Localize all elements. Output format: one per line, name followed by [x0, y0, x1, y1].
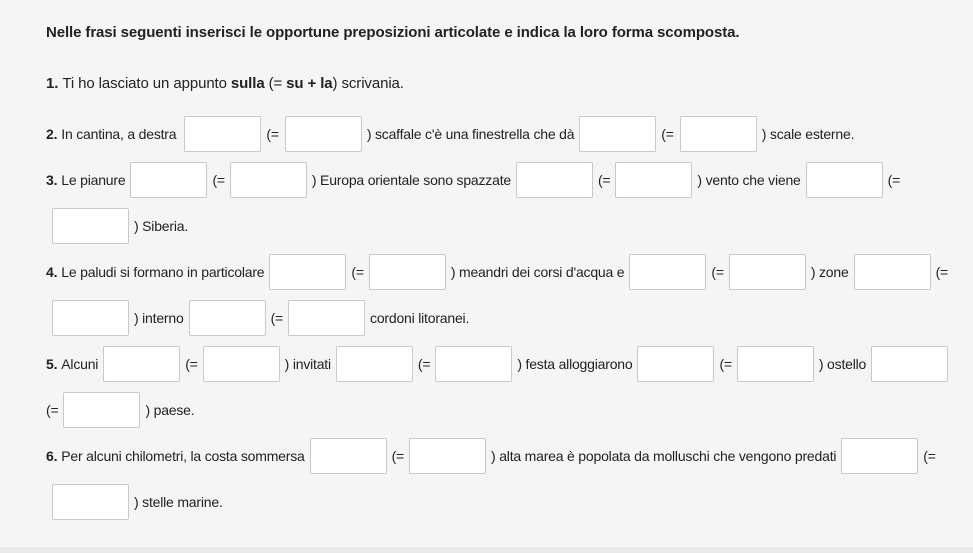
exercise-3 [46, 162, 973, 198]
decomposition-input[interactable] [52, 300, 129, 336]
sentence-text: ) stelle marine. [134, 494, 223, 510]
answer-input[interactable] [189, 300, 266, 336]
answer-input[interactable] [310, 438, 387, 474]
sentence-text: (= [351, 264, 364, 280]
decomposition-input[interactable] [729, 254, 806, 290]
sentence-text: (= [887, 172, 901, 188]
answer-input[interactable] [516, 162, 593, 198]
example-answer: sulla [230, 74, 265, 92]
sentence-text: Le pianure [61, 172, 126, 188]
sentence-text: In cantina, a destra [61, 126, 177, 142]
sentence-text: ) zone [810, 264, 849, 280]
sentence-text: ) alta marea è popolata da molluschi che vengono predati [491, 448, 837, 464]
sentence-text: (= [661, 126, 674, 142]
sentence-text: (= [719, 356, 732, 372]
answer-input[interactable] [854, 254, 931, 290]
sentence-text: (= [923, 448, 936, 464]
sentence-text: ) Siberia. [134, 218, 189, 234]
sentence-text: Le paludi si formano in particolare [61, 264, 265, 280]
sentence-text: ) meandri dei corsi d'acqua e [450, 264, 625, 280]
exercise-number: 2. [46, 126, 58, 142]
sentence-text: (= [270, 310, 284, 326]
sentence-text: ) Europa orientale sono spazzate [311, 172, 511, 188]
sentence-text: ) scaffale c'è una finestrella che dà [366, 126, 575, 142]
sentence-text: (= [935, 264, 949, 280]
decomposition-input[interactable] [369, 254, 446, 290]
page-bottom-border [0, 547, 973, 553]
decomposition-input[interactable] [285, 116, 362, 152]
sentence-text: ) scale esterne. [761, 126, 855, 142]
answer-input[interactable] [103, 346, 180, 382]
decomposition-input[interactable] [680, 116, 757, 152]
decomposition-input[interactable] [63, 392, 140, 428]
exercise-5 [46, 346, 973, 382]
sentence-text: Alcuni [61, 356, 99, 372]
decomposition-input[interactable] [435, 346, 512, 382]
example-decomposition: su + la [286, 74, 333, 92]
decomposition-input[interactable] [737, 346, 814, 382]
answer-input[interactable] [130, 162, 207, 198]
sentence-text: (= [268, 74, 283, 92]
exercise-1 [46, 73, 973, 93]
sentence-text: cordoni litoranei. [370, 310, 470, 326]
sentence-text: ) paese. [145, 402, 195, 418]
sentence-text: ) ostello [818, 356, 867, 372]
decomposition-input[interactable] [230, 162, 307, 198]
exercise-6 [46, 438, 973, 474]
answer-input[interactable] [579, 116, 656, 152]
sentence-text: (= [212, 172, 225, 188]
exercise-number: 3. [46, 172, 58, 188]
decomposition-input[interactable] [203, 346, 280, 382]
decomposition-input[interactable] [615, 162, 692, 198]
exercise-number: 4. [46, 264, 58, 280]
exercise-6-continued [46, 484, 973, 520]
sentence-text: (= [46, 402, 59, 418]
sentence-text: ) festa alloggiarono [517, 356, 633, 372]
answer-input[interactable] [637, 346, 714, 382]
decomposition-input[interactable] [52, 208, 129, 244]
answer-input[interactable] [336, 346, 413, 382]
sentence-text: (= [391, 448, 405, 464]
decomposition-input[interactable] [288, 300, 365, 336]
decomposition-input[interactable] [409, 438, 486, 474]
answer-input[interactable] [184, 116, 261, 152]
exercise-number: 1. [46, 74, 59, 92]
sentence-text: (= [711, 264, 724, 280]
exercise-5-continued [46, 392, 973, 428]
answer-input[interactable] [269, 254, 346, 290]
answer-input[interactable] [806, 162, 883, 198]
exercise-4-continued [46, 300, 973, 336]
exercise-number: 6. [46, 448, 58, 464]
sentence-text: Per alcuni chilometri, la costa sommersa [61, 448, 305, 464]
sentence-text: (= [266, 126, 279, 142]
sentence-text: ) vento che viene [697, 172, 801, 188]
instruction-text: Nelle frasi seguenti inserisci le opportune preposizioni articolate e indica la loro forma scomposta. [46, 24, 740, 41]
sentence-text: (= [185, 356, 198, 372]
sentence-text: Ti ho lasciato un appunto [62, 74, 227, 92]
sentence-text: (= [597, 172, 611, 188]
exercise-4 [46, 254, 973, 290]
decomposition-input[interactable] [52, 484, 129, 520]
exercise-2 [46, 116, 973, 152]
answer-input[interactable] [841, 438, 918, 474]
sentence-text: ) invitati [284, 356, 331, 372]
sentence-text: ) scrivania. [332, 74, 404, 92]
exercise-3-continued [46, 208, 973, 244]
exercise-number: 5. [46, 356, 58, 372]
answer-input[interactable] [629, 254, 706, 290]
answer-input[interactable] [871, 346, 948, 382]
sentence-text: ) interno [134, 310, 184, 326]
sentence-text: (= [417, 356, 431, 372]
